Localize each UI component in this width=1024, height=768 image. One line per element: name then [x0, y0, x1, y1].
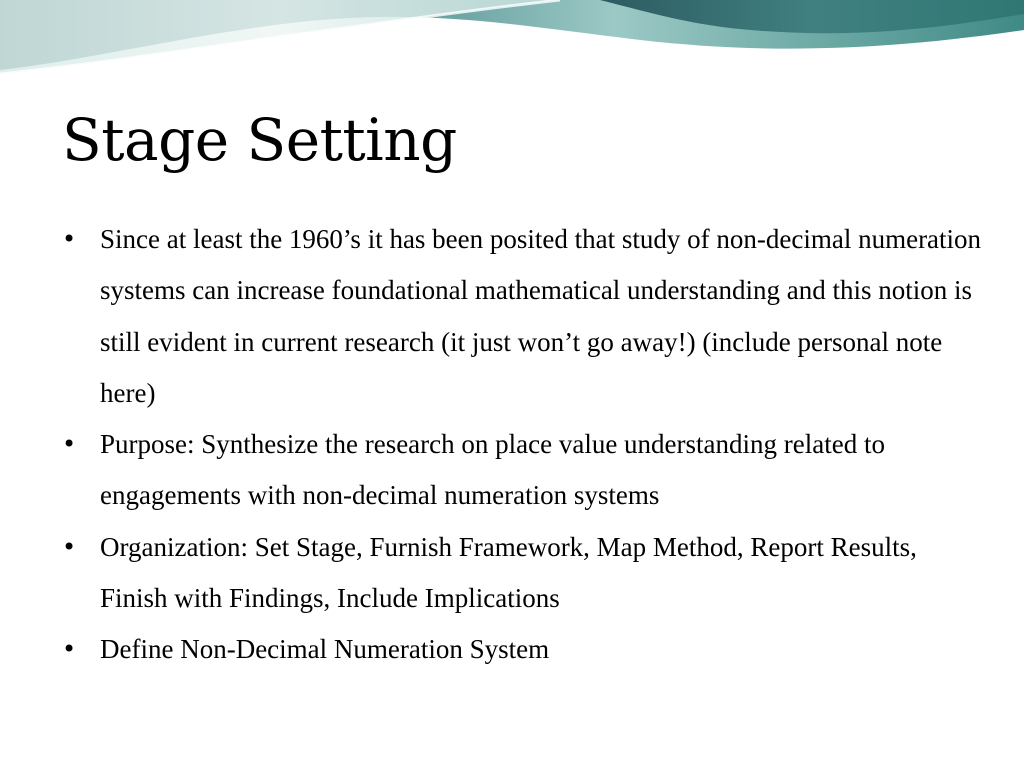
bullet-text: Since at least the 1960’s it has been posited that study of non-decimal numeration systems can increase foundational mathematical understanding and this notion is still evident in current research (it just won’t go away!) (include personal note here)	[100, 224, 982, 408]
bullet-icon: •	[62, 225, 77, 253]
bullet-item	[62, 419, 982, 522]
bullet-icon: •	[62, 532, 77, 561]
bullet-list	[62, 214, 982, 676]
bullet-text: Organization: Set Stage, Furnish Framework, Map Method, Report Results, Finish with Findings, Include Implications	[100, 531, 917, 614]
slide-title: Stage Setting	[62, 106, 457, 174]
bullet-icon: •	[62, 635, 77, 664]
bullet-icon: •	[62, 430, 77, 459]
bullet-item	[62, 624, 982, 675]
bullet-item	[62, 214, 982, 419]
bullet-item	[62, 522, 982, 625]
wave-banner-decoration	[0, 0, 1024, 90]
bullet-text: Purpose: Synthesize the research on place value understanding related to engagements with non-decimal numeration systems	[100, 429, 885, 511]
bullet-text: Define Non-Decimal Numeration System	[100, 634, 550, 665]
